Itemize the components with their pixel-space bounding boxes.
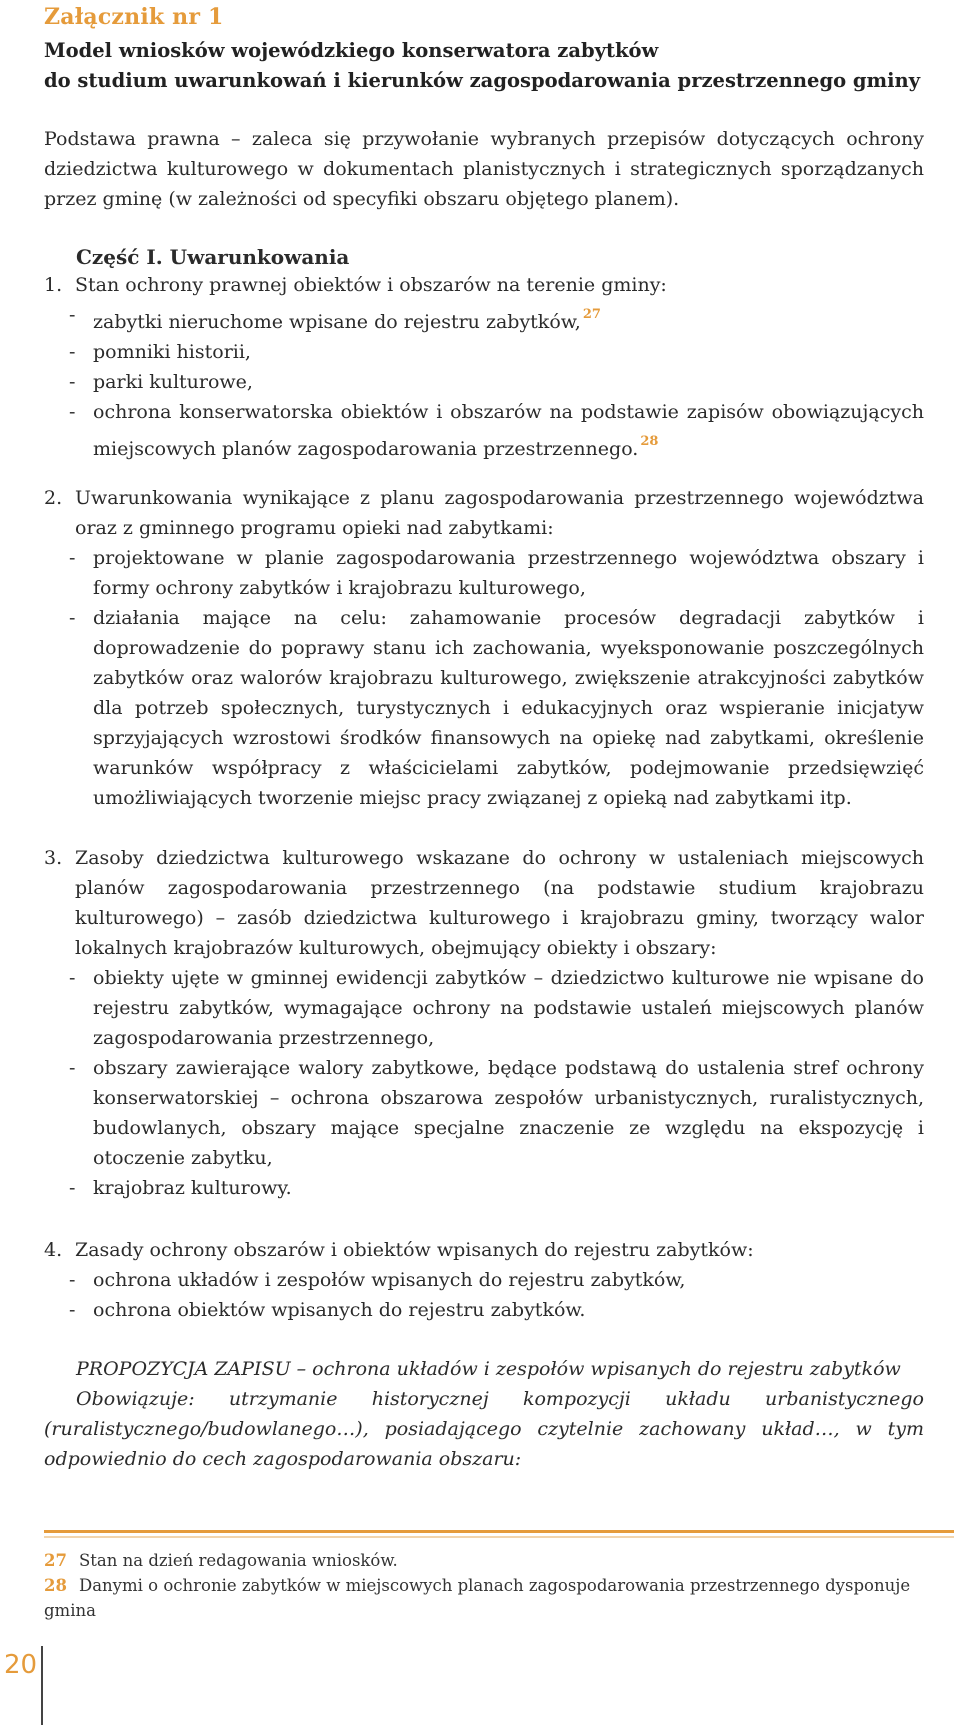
list-item: - obszary zawierające walory zabytkowe, będące podstawą do ustalenia stref ochrony konserwatorskiej – ochrona obszarowa zespołów urbanistycznych, ruralistycznych, budowlanych, obszary mające specjalne znaczenie ze względu na ekspozycję i otoczenie zabytku,	[69, 1057, 924, 1169]
list-item: - ochrona układów i zespołów wpisanych do rejestru zabytków,	[69, 1269, 686, 1291]
list-item: - zabytki nieruchome wpisane do rejestru zabytków, $^{27}$	[69, 304, 601, 333]
list-item: - parki kulturowe,	[69, 371, 253, 393]
footnote	[44, 1548, 924, 1573]
footnote-text: Stan na dzień redagowania wniosków.	[78, 1551, 398, 1570]
footnote-divider-secondary	[44, 1536, 954, 1538]
section-number: 3.	[44, 847, 63, 869]
intro-paragraph: Podstawa prawna – zaleca się przywołanie wybranych przepisów dotyczących ochrony dziedzictwa kulturowego w dokumentach planistycznych i strategicznych sporządzanych przez gminę (w zależności od specyfiki obszaru objętego planem).	[44, 128, 924, 210]
title-line-2: do studium uwarunkowań i kierunków zagospodarowania przestrzennego gminy	[44, 69, 921, 92]
section-number: 4.	[44, 1239, 63, 1261]
section-title: Część I. Uwarunkowania	[76, 245, 350, 269]
footnote-ref[interactable]: 28	[640, 434, 659, 449]
proposal-heading: PROPOZYCJA ZAPISU – ochrona układów i zespołów wpisanych do rejestru zabytków	[76, 1358, 901, 1380]
section-number: 1.	[44, 274, 63, 296]
list-item: - krajobraz kulturowy.	[69, 1177, 292, 1199]
list-item: - pomniki historii,	[69, 341, 251, 363]
list-item: - obiekty ujęte w gminnej ewidencji zabytków – dziedzictwo kulturowe nie wpisane do rejestru zabytków, wymagające ochrony na podstawie ustaleń miejscowych planów zagospodarowania przestrzennego,	[69, 967, 924, 1049]
footnote-divider	[44, 1530, 954, 1533]
section-2	[44, 483, 924, 813]
list-item: - projektowane w planie zagospodarowania przestrzennego województwa obszary i formy ochrony zabytków i krajobrazu kulturowego,	[69, 547, 924, 599]
page-margin-line	[41, 1646, 43, 1725]
footnote-number: 28	[44, 1576, 67, 1595]
title-line-1: Model wniosków wojewódzkiego konserwatora zabytków	[44, 39, 659, 62]
list-item: - działania mające na celu: zahamowanie procesów degradacji zabytków i doprowadzenie do poprawy stanu ich zachowania, wyeksponowanie poszczególnych zabytków oraz walorów krajobrazu kulturowego, zwiększenie atrakcyjności zabytków dla potrzeb społecznych, turystycznych i edukacyjnych oraz wspieranie inicjatyw sprzyjających wzrostowi środków finansowych na opiekę nad zabytkami, określenie warunków współpracy z właścicielami zabytków, podejmowanie przedsięwzięć umożliwiających tworzenie miejsc pracy związanej z opieką nad zabytkami itp.	[69, 607, 924, 809]
list-item: - ochrona konserwatorska obiektów i obszarów na podstawie zapisów obowiązujących miejscowych planów zagospodarowania przestrzennego. $^{28}$	[69, 401, 924, 460]
footnote-number: 27	[44, 1551, 67, 1570]
footnote-text: Danymi o ochronie zabytków w miejscowych planach zagospodarowania przestrzennego dysponuje gmina	[44, 1576, 911, 1620]
section-number: 2.	[44, 487, 63, 509]
section-text: Zasoby dziedzictwa kulturowego wskazane do ochrony w ustaleniach miejscowych planów zagospodarowania przestrzennego (na podstawie studium krajobrazu kulturowego) – zasób dziedzictwa kulturowego i krajobrazu gminy, tworzący walor lokalnych krajobrazów kulturowych, obejmujący obiekty i obszary:	[75, 847, 924, 959]
footnotes	[44, 1548, 924, 1623]
list-item: - ochrona obiektów wpisanych do rejestru zabytków.	[69, 1299, 586, 1321]
footnote-ref[interactable]: 27	[582, 307, 601, 322]
annex-label: Załącznik nr 1	[44, 4, 224, 30]
footnote	[44, 1573, 924, 1623]
section-text: Stan ochrony prawnej obiektów i obszarów na terenie gminy:	[75, 274, 667, 296]
document-title	[44, 36, 924, 96]
proposal-body: Obowiązuje: utrzymanie historycznej kompozycji układu urbanistycznego (ruralistycznego/budowlanego…), posiadającego czytelnie zachowany układ…, w tym odpowiednio do cech zagospodarowania obszaru:	[44, 1388, 924, 1470]
proposal-text	[44, 1354, 924, 1474]
page-number: 20	[4, 1650, 38, 1680]
section-text: Uwarunkowania wynikające z planu zagospodarowania przestrzennego województwa oraz z gminnego programu opieki nad zabytkami:	[75, 487, 924, 539]
section-1	[44, 270, 924, 464]
section-4	[44, 1235, 924, 1325]
section-text: Zasady ochrony obszarów i obiektów wpisanych do rejestru zabytków:	[75, 1239, 754, 1261]
section-3	[44, 843, 924, 1203]
